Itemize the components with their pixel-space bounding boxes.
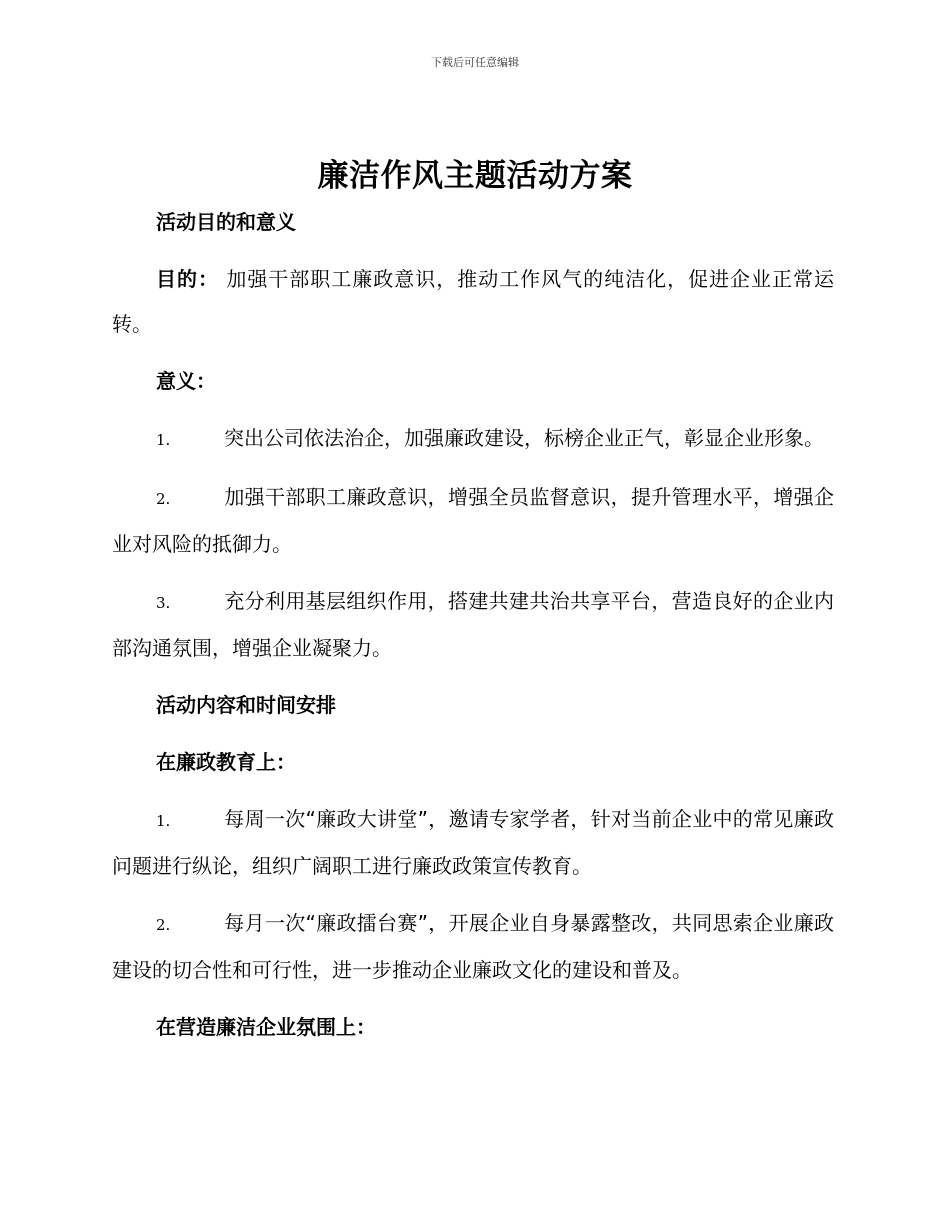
list-item-text: 突出公司依法治企，加强廉政建设，标榜企业正气，彰显企业形象。: [224, 426, 824, 450]
meaning-item: [112, 416, 834, 463]
list-item-text: 每周一次“廉政大讲堂”，邀请专家学者，针对当前企业中的常见廉政问题进行纵论，组织广阔职工进行廉政政策宣传教育。: [112, 807, 834, 878]
education-heading: 在廉政教育上：: [156, 750, 296, 774]
list-number: 1.: [156, 812, 171, 830]
purpose-heading: 活动目的和意义: [156, 210, 296, 234]
page-title: 廉洁作风主题活动方案: [317, 158, 633, 194]
meaning-item: [112, 475, 834, 567]
content-heading: 活动内容和时间安排: [156, 693, 336, 717]
purpose-text: 加强干部职工廉政意识，推动工作风气的纯洁化，促进企业正常运转。: [112, 267, 835, 336]
header-note: 下载后可任意编辑: [431, 56, 519, 69]
list-item-text: 充分利用基层组织作用，搭建共建共治共享平台，营造良好的企业内部沟通氛围，增强企业凝聚力。: [112, 589, 834, 660]
list-number: 2.: [156, 490, 171, 508]
meaning-item: [112, 579, 834, 671]
purpose-label: 目的：: [156, 267, 219, 291]
atmosphere-heading: 在营造廉洁企业氛围上：: [156, 1015, 376, 1039]
education-item: [112, 797, 834, 889]
meaning-heading: 意义：: [156, 369, 216, 393]
list-item-text: 加强干部职工廉政意识，增强全员监督意识，提升管理水平，增强企业对风险的抵御力。: [112, 485, 834, 556]
document-body: [112, 200, 834, 1062]
purpose-paragraph: [112, 257, 834, 347]
list-item-text: 每月一次“廉政擂台赛”，开展企业自身暴露整改，共同思索企业廉政建设的切合性和可行性，进一步推动企业廉政文化的建设和普及。: [112, 911, 834, 982]
list-number: 1.: [156, 431, 171, 449]
education-item: [112, 901, 834, 993]
list-number: 2.: [156, 916, 171, 934]
list-number: 3.: [156, 594, 171, 612]
